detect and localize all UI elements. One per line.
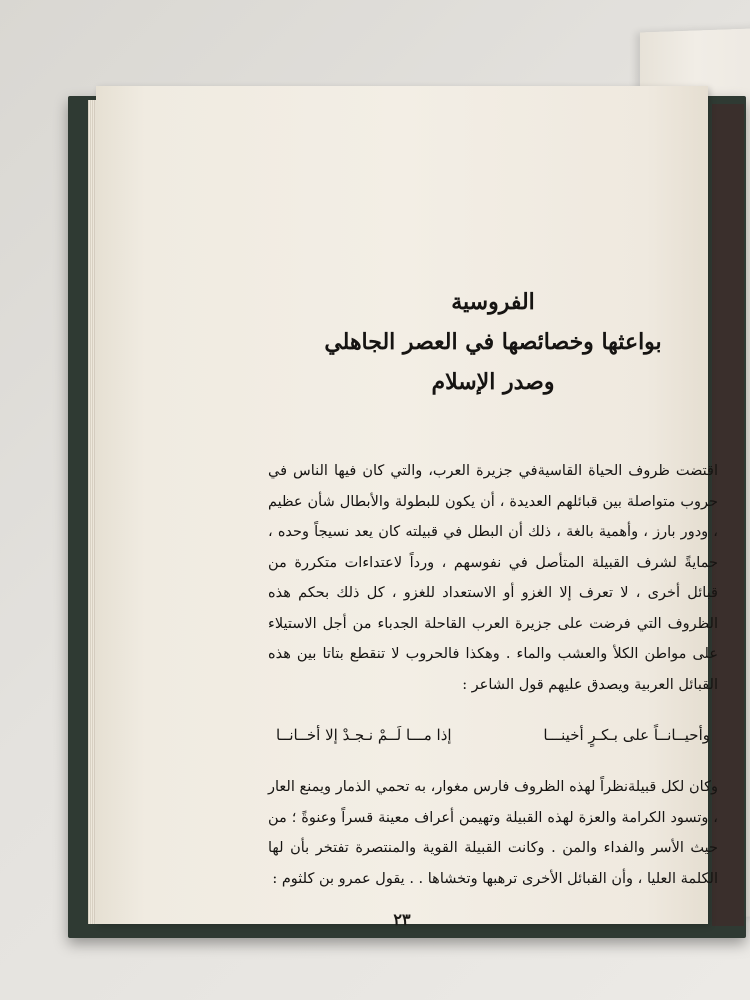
body-text — [268, 456, 718, 894]
page-number: ٢٣ — [393, 910, 411, 929]
verse-second-hemistich: إذا مـــا لَــمْ نـجـدْ إلا أخــانــا — [276, 726, 452, 744]
chapter-title-line-3: وصدر الإسلام — [431, 369, 555, 395]
poetry-verse — [276, 720, 710, 750]
book-page — [96, 86, 718, 929]
chapter-title — [268, 282, 718, 402]
chapter-title-line-2: بواعثها وخصائصها في العصر الجاهلي — [324, 329, 662, 355]
verse-first-hemistich: وأحيــانــاً على بـكـرٍ أخينـــا — [543, 726, 710, 744]
paragraph-1: اقتضت ظروف الحياة القاسيةفي جزيرة العرب، والتي كان فيها الناس في حروب متواصلة بين قبائلهم العديدة ، أن يكون للبطولة والأبطال شأن عظيم ، ودور بارز ، وأهمية بالغة ، ذلك أن البطل في قبيلته كان يعد نسيجاً وحده ، حمايةً لشرف القبيلة المتأصل في نفوسهم ، ورداً لاعتداءات متكررة من قبائل أخرى ، لا تعرف إلا الغزو أو الاستعداد للغزو ، كل ذلك بحكم هذه الظروف التي فرضت على جزيرة العرب القاحلة الجدباء من أجل الاستيلاء على مواطن الكلأ والعشب والماء . وهكذا فالحروب لا تنقطع بتاتا بين هذه القبائل العربية ويصدق عليهم قول الشاعر : — [268, 463, 718, 693]
page-content — [268, 282, 718, 894]
chapter-title-line-1: الفروسية — [451, 289, 535, 315]
paragraph-2: وكان لكل قبيلةنظراً لهذه الظروف فارس مغوار، به تحمي الذمار ويمنع العار ، وتسود الكرامة والعزة لهذه القبيلة وتهيمن أعراف معينة قسراً وعنوةً ؛ من حيث الأسر والفداء والمن . وكانت القبيلة القوية والمنتصرة تفتخر بأن لها الكلمة العليا ، وأن القبائل الأخرى ترهبها وتخشاها . . يقول عمرو بن كلثوم : — [268, 779, 718, 887]
